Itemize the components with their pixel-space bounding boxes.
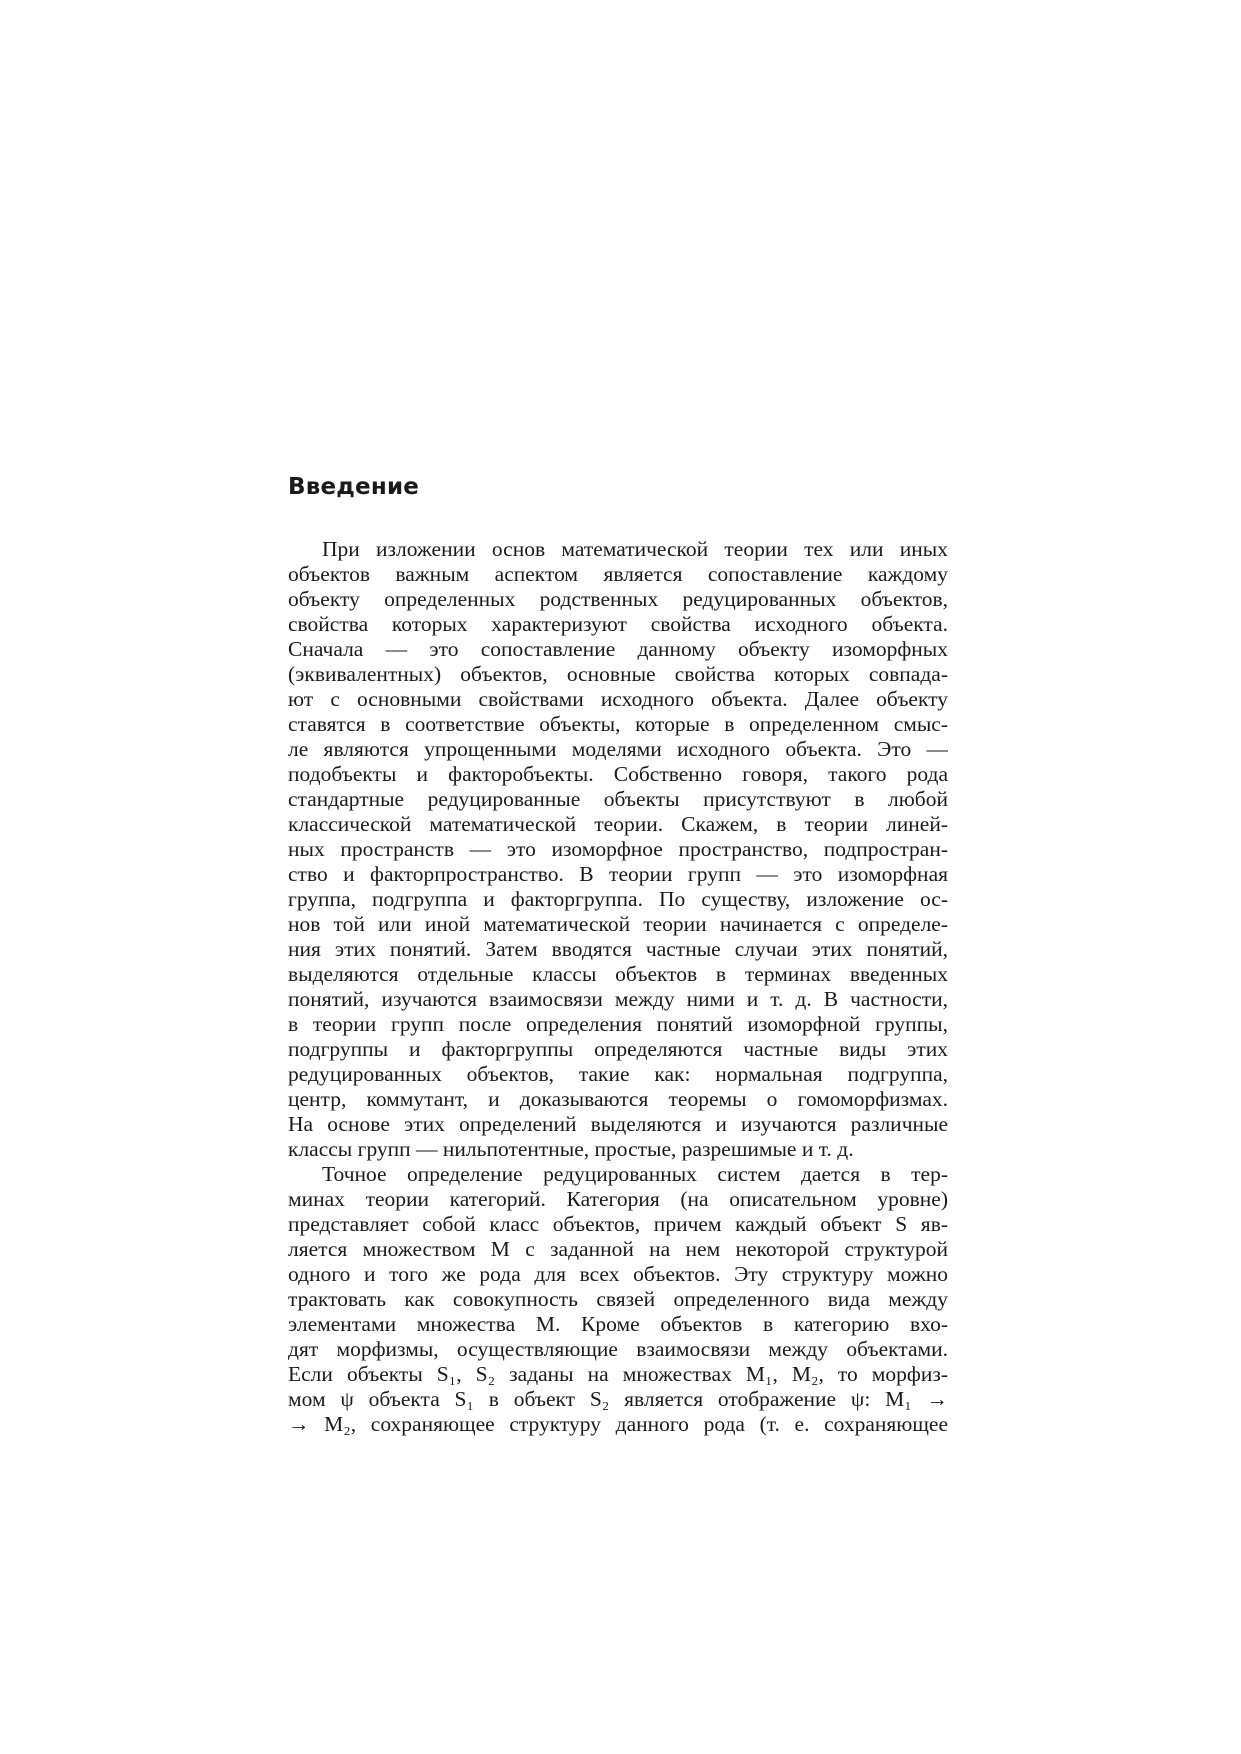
text-line: При изложении основ математической теории тех или иных	[322, 537, 948, 561]
text-line: ставятся в соответствие объекты, которые в определенном смыс-	[288, 712, 948, 736]
text-line: ство и факторпространство. В теории групп — это изоморфная	[288, 862, 948, 886]
text-line: свойства которых характеризуют свойства исходного объекта.	[288, 612, 948, 636]
text-line: объекту определенных родственных редуцированных объектов,	[288, 587, 948, 611]
text-line: редуцированных объектов, такие как: нормальная подгруппа,	[288, 1062, 948, 1086]
text-line: → M₂, сохраняющее структуру данного рода (т. е. сохраняющее	[288, 1412, 948, 1436]
text-line: выделяются отдельные классы объектов в терминах введенных	[288, 962, 948, 986]
body-text	[288, 537, 948, 1437]
text-line: нов той или иной математической теории начинается с определе-	[288, 912, 948, 936]
text-line: Сначала — это сопоставление данному объекту изоморфных	[288, 637, 948, 661]
section-heading: Введение	[288, 474, 420, 500]
text-line: представляет собой класс объектов, причем каждый объект S яв-	[288, 1212, 948, 1236]
text-line: ных пространств — это изоморфное пространство, подпростран-	[288, 837, 948, 861]
text-line: (эквивалентных) объектов, основные свойства которых совпада-	[288, 662, 948, 686]
text-line: одного и того же рода для всех объектов. Эту структуру можно	[288, 1262, 948, 1286]
text-line: группа, подгруппа и факторгруппа. По существу, изложение ос-	[288, 887, 948, 911]
text-line: объектов важным аспектом является сопоставление каждому	[288, 562, 948, 586]
text-line: минах теории категорий. Категория (на описательном уровне)	[288, 1187, 948, 1211]
text-line: классической математической теории. Скажем, в теории линей-	[288, 812, 948, 836]
text-line: трактовать как совокупность связей определенного вида между	[288, 1287, 948, 1311]
text-line: центр, коммутант, и доказываются теоремы о гомоморфизмах.	[288, 1087, 948, 1111]
text-line: классы групп — нильпотентные, простые, разрешимые и т. д.	[288, 1137, 854, 1161]
text-line: ют с основными свойствами исходного объекта. Далее объекту	[288, 687, 948, 711]
text-line: подгруппы и факторгруппы определяются частные виды этих	[288, 1037, 948, 1061]
text-line: Точное определение редуцированных систем дается в тер-	[322, 1162, 948, 1186]
text-line: подобъекты и факторобъекты. Собственно говоря, такого рода	[288, 762, 948, 786]
text-line: На основе этих определений выделяются и изучаются различные	[288, 1112, 948, 1136]
text-line: понятий, изучаются взаимосвязи между ними и т. д. В частности,	[288, 987, 948, 1011]
text-line: дят морфизмы, осуществляющие взаимосвязи между объектами.	[288, 1337, 948, 1361]
text-line: в теории групп после определения понятий изоморфной группы,	[288, 1012, 948, 1036]
text-line: стандартные редуцированные объекты присутствуют в любой	[288, 787, 948, 811]
text-line: ле являются упрощенными моделями исходного объекта. Это —	[288, 737, 948, 761]
text-line: ляется множеством M с заданной на нем некоторой структурой	[288, 1237, 948, 1261]
text-line: элементами множества M. Кроме объектов в категорию вхо-	[288, 1312, 948, 1336]
text-line: мом ψ объекта S₁ в объект S₂ является отображение ψ: M₁ →	[288, 1387, 948, 1411]
text-line: ния этих понятий. Затем вводятся частные случаи этих понятий,	[288, 937, 948, 961]
text-line: Если объекты S₁, S₂ заданы на множествах M₁, M₂, то морфиз-	[288, 1362, 948, 1386]
